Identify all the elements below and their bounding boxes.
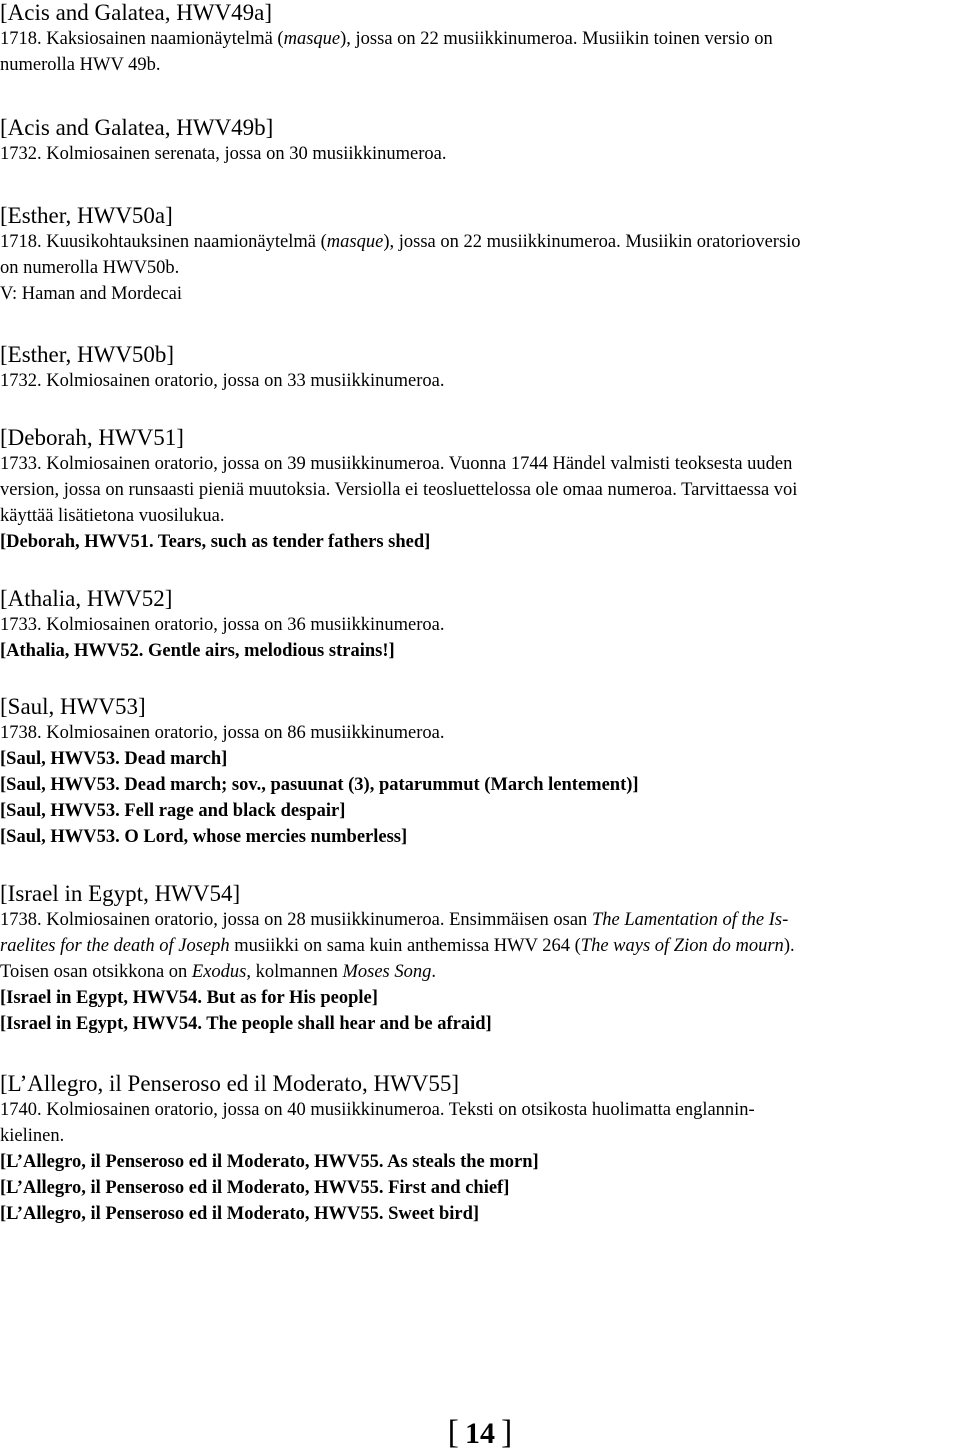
page-number-value: 14 <box>465 1417 495 1450</box>
entry-heading: [Deborah, HWV51] <box>0 425 184 450</box>
entry-description-line: 1732. Kolmiosainen oratorio, jossa on 33 musiikkinumeroa. <box>0 371 445 391</box>
entry-description-line: 1738. Kolmiosainen oratorio, jossa on 28 musiikkinumeroa. Ensimmäisen osan The Lamentation of the Is- <box>0 910 789 930</box>
page-number <box>0 1414 960 1453</box>
entry-saul-53 <box>0 694 960 850</box>
entry-description-line: on numerolla HWV50b. <box>0 258 180 278</box>
entry-acis-galatea-49b <box>0 115 960 167</box>
subentry: [Saul, HWV53. Dead march; sov., pasuunat (3), patarummut (March lentement)] <box>0 775 639 795</box>
entry-description-line: Toisen osan otsikkona on Exodus, kolmannen Moses Song. <box>0 962 436 982</box>
entry-description-line: 1738. Kolmiosainen oratorio, jossa on 86 musiikkinumeroa. <box>0 723 445 743</box>
subentry: [Saul, HWV53. Dead march] <box>0 749 228 769</box>
entry-description-line: 1733. Kolmiosainen oratorio, jossa on 39 musiikkinumeroa. Vuonna 1744 Händel valmisti teoksesta uuden <box>0 454 793 474</box>
entry-esther-50b <box>0 342 960 394</box>
entry-description-line: version, jossa on runsaasti pieniä muutoksia. Versiolla ei teosluettelossa ole omaa numeroa. Tarvittaessa voi <box>0 480 798 500</box>
subentry: [L’Allegro, il Penseroso ed il Moderato, HWV55. Sweet bird] <box>0 1204 480 1224</box>
subentry: [L’Allegro, il Penseroso ed il Moderato, HWV55. As steals the morn] <box>0 1152 539 1172</box>
entry-description-line: 1718. Kaksiosainen naamionäytelmä (masque), jossa on 22 musiikkinumeroa. Musiikin toinen versio on <box>0 29 773 49</box>
entry-heading: [L’Allegro, il Penseroso ed il Moderato, HWV55] <box>0 1071 460 1096</box>
subentry: [L’Allegro, il Penseroso ed il Moderato, HWV55. First and chief] <box>0 1178 510 1198</box>
page-number-bracket-open: [ <box>447 1414 459 1451</box>
entry-esther-50a <box>0 203 960 307</box>
entry-description-line: 1733. Kolmiosainen oratorio, jossa on 36 musiikkinumeroa. <box>0 615 445 635</box>
subentry: [Israel in Egypt, HWV54. But as for His people] <box>0 988 378 1008</box>
entry-description-line: 1732. Kolmiosainen serenata, jossa on 30 musiikkinumeroa. <box>0 144 447 164</box>
entry-lallegro-55 <box>0 1071 960 1227</box>
entry-heading: [Acis and Galatea, HWV49b] <box>0 115 274 140</box>
subentry: [Saul, HWV53. Fell rage and black despair] <box>0 801 346 821</box>
entry-description-line: 1718. Kuusikohtauksinen naamionäytelmä (masque), jossa on 22 musiikkinumeroa. Musiikin oratorioversio <box>0 232 801 252</box>
entry-heading: [Saul, HWV53] <box>0 694 146 719</box>
entry-description-line: raelites for the death of Joseph musiikki on sama kuin anthemissa HWV 264 (The ways of Zion do mourn). <box>0 936 795 956</box>
entry-athalia-52 <box>0 586 960 664</box>
entry-heading: [Esther, HWV50b] <box>0 342 175 367</box>
page-number-bracket-close: ] <box>501 1414 513 1451</box>
entry-description-line: käyttää lisätietona vuosilukua. <box>0 506 225 526</box>
entry-heading: [Israel in Egypt, HWV54] <box>0 881 241 906</box>
entry-israel-in-egypt-54 <box>0 881 960 1037</box>
entry-description-line: 1740. Kolmiosainen oratorio, jossa on 40 musiikkinumeroa. Teksti on otsikosta huolimatta englannin- <box>0 1100 755 1120</box>
entry-description-line: numerolla HWV 49b. <box>0 55 161 75</box>
entry-acis-galatea-49a <box>0 0 960 78</box>
entry-description-line: kielinen. <box>0 1126 65 1146</box>
entry-heading: [Acis and Galatea, HWV49a] <box>0 0 273 25</box>
subentry: [Athalia, HWV52. Gentle airs, melodious strains!] <box>0 641 395 661</box>
subentry: [Saul, HWV53. O Lord, whose mercies numberless] <box>0 827 408 847</box>
entry-heading: [Athalia, HWV52] <box>0 586 173 611</box>
subentry: [Israel in Egypt, HWV54. The people shall hear and be afraid] <box>0 1014 492 1034</box>
entry-deborah-51 <box>0 425 960 555</box>
entry-heading: [Esther, HWV50a] <box>0 203 173 228</box>
entry-description-line: V: Haman and Mordecai <box>0 284 183 304</box>
subentry: [Deborah, HWV51. Tears, such as tender fathers shed] <box>0 532 431 552</box>
